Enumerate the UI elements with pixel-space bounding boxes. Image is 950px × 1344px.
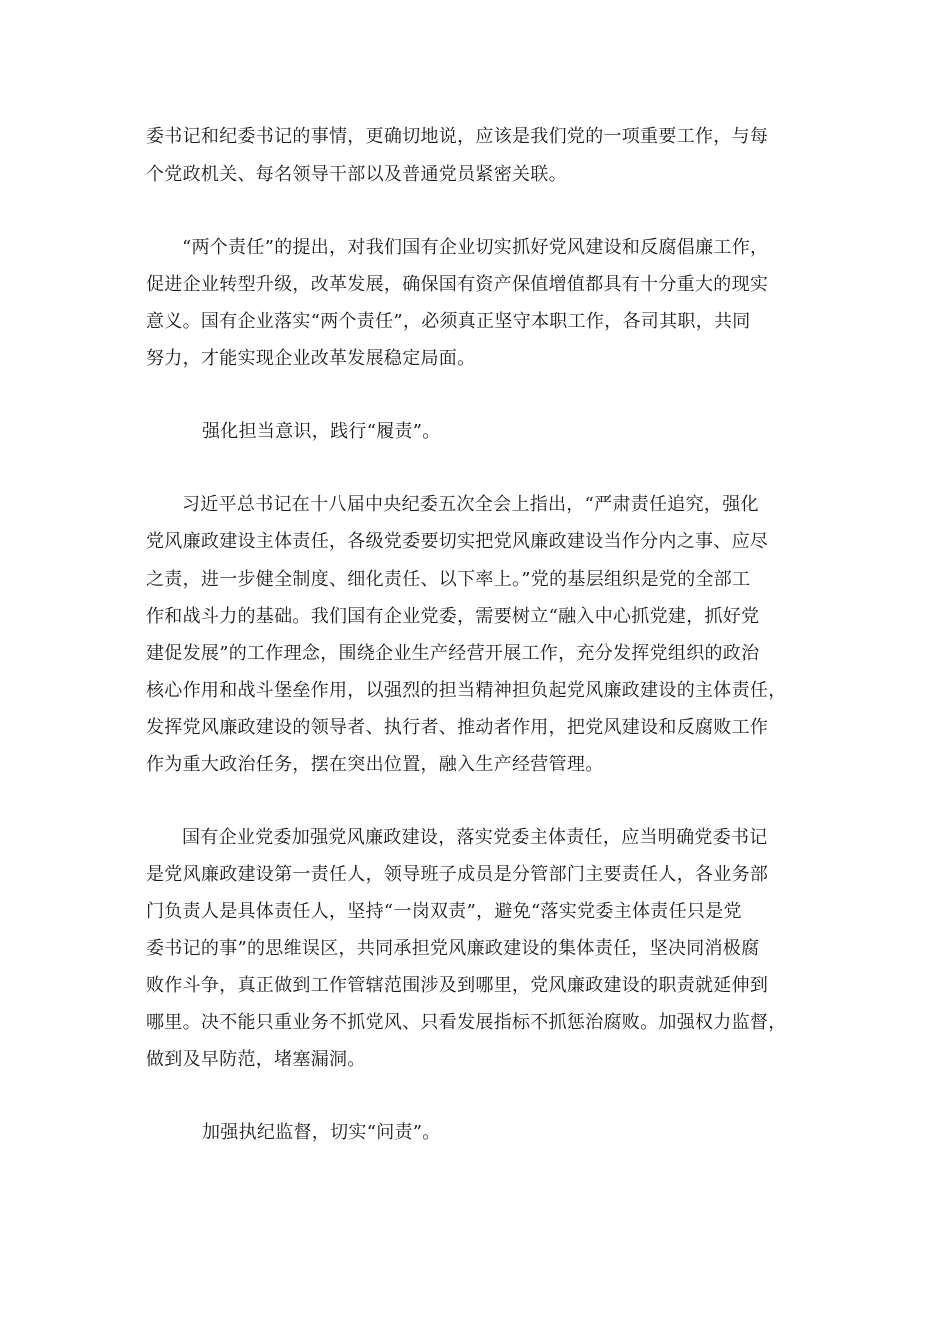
paragraph-5-line-1: 国有企业党委加强党风廉政建设，落实党委主体责任，应当明确党委书记 bbox=[182, 827, 768, 848]
paragraph-2-line-1: “两个责任”的提出，对我们国有企业切实抓好党风建设和反腐倡廉工作， bbox=[182, 237, 769, 258]
paragraph-5-line-2: 是党风廉政建设第一责任人，领导班子成员是分管部门主要责任人，各业务部 bbox=[146, 864, 769, 885]
paragraph-1-line-2: 个党政机关、每名领导干部以及普通党员紧密关联。 bbox=[146, 164, 567, 185]
paragraph-2-line-2: 促进企业转型升级，改革发展，确保国有资产保值增值都具有十分重大的现实 bbox=[146, 274, 769, 295]
paragraph-5-line-7: 做到及早防范，堵塞漏洞。 bbox=[146, 1049, 366, 1070]
section-heading-fulfill-duty: 强化担当意识，践行“履责”。 bbox=[202, 421, 441, 442]
paragraph-1-line-1: 委书记和纪委书记的事情，更确切地说，应该是我们党的一项重要工作，与每 bbox=[146, 126, 769, 147]
paragraph-2-line-3: 意义。国有企业落实“两个责任”，必须真正坚守本职工作，各司其职，共同 bbox=[146, 311, 751, 332]
paragraph-5-line-4: 委书记的事”的思维误区，共同承担党风廉政建设的集体责任，坚决同消极腐 bbox=[146, 938, 760, 959]
paragraph-4-line-4: 作和战斗力的基础。我们国有企业党委，需要树立“融入中心抓党建，抓好党 bbox=[146, 606, 760, 627]
paragraph-4-line-1: 习近平总书记在十八届中央纪委五次全会上指出，“严肃责任追究，强化 bbox=[182, 494, 759, 515]
section-heading-accountability: 加强执纪监督，切实“问责”。 bbox=[202, 1122, 441, 1143]
paragraph-4-line-8: 作为重大政治任务，摆在突出位置，融入生产经营管理。 bbox=[146, 754, 604, 775]
paragraph-4-line-5: 建促发展”的工作理念，围绕企业生产经营开展工作，充分发挥党组织的政治 bbox=[146, 643, 760, 664]
paragraph-4-line-2: 党风廉政建设主体责任，各级党委要切实把党风廉政建设当作分内之事、应尽 bbox=[146, 531, 769, 552]
paragraph-4-line-7: 发挥党风廉政建设的领导者、执行者、推动者作用，把党风建设和反腐败工作 bbox=[146, 717, 769, 738]
paragraph-4-line-3: 之责，进一步健全制度、细化责任、以下率上。”党的基层组织是党的全部工 bbox=[146, 569, 751, 590]
paragraph-5-line-3: 门负责人是具体责任人，坚持“一岗双责”，避免“落实党委主体责任只是党 bbox=[146, 901, 742, 922]
paragraph-2-line-4: 努力，才能实现企业改革发展稳定局面。 bbox=[146, 348, 476, 369]
paragraph-5-line-6: 哪里。决不能只重业务不抓党风、只看发展指标不抓惩治腐败。加强权力监督， bbox=[146, 1012, 787, 1033]
paragraph-5-line-5: 败作斗争，真正做到工作管辖范围涉及到哪里，党风廉政建设的职责就延伸到 bbox=[146, 975, 769, 996]
paragraph-4-line-6: 核心作用和战斗堡垒作用，以强烈的担当精神担负起党风廉政建设的主体责任， bbox=[146, 680, 787, 701]
